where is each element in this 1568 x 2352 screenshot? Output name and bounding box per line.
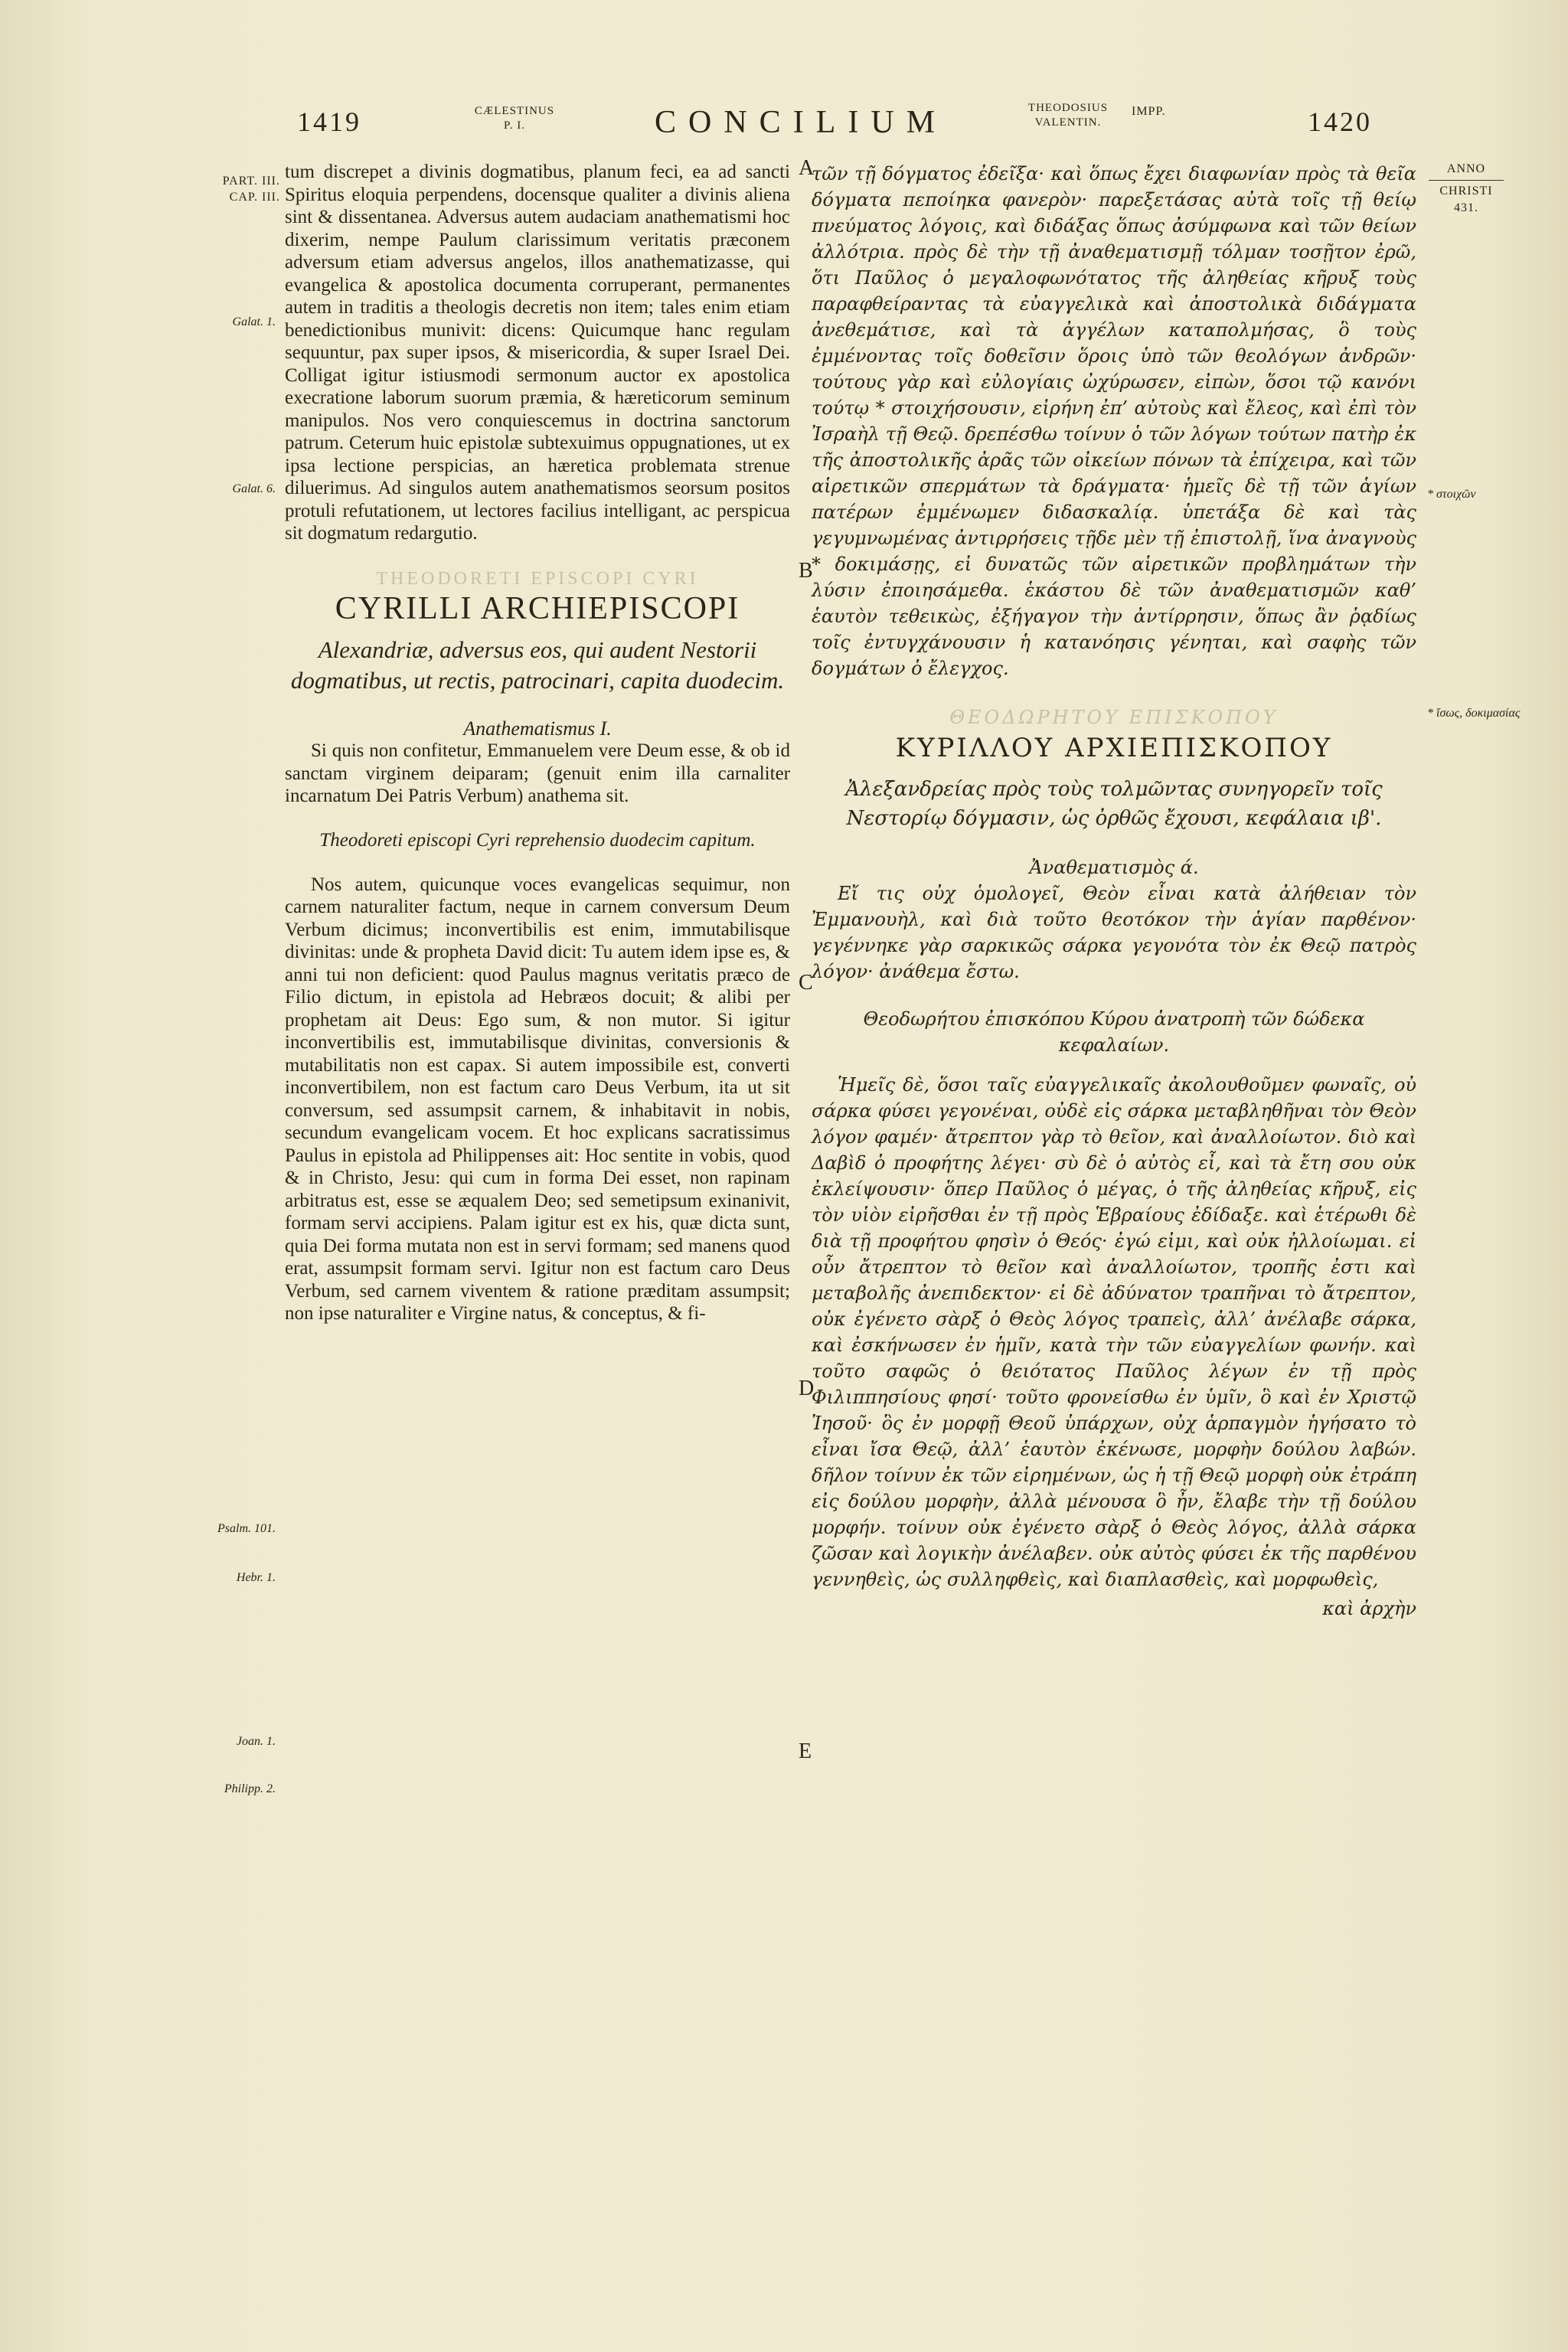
greek-column (812, 161, 1416, 1622)
greek-anathematismos-title: Ἀναθεματισμὸς ά. (1029, 857, 1199, 878)
greek-anathematismos-text: Εἴ τις οὐχ ὁμολογεῖ, Θεὸν εἶναι κατὰ ἀλήθειαν τὸν Ἐμμανουὴλ, καὶ διὰ τοῦτο θεοτόκον τὴν ἁγίαν παρθένον· γεγέννηκε γὰρ σαρκικῶς σάρκα γεγονότα τὸν ἐκ Θεῷ πατρὸς λόγον· ἀνάθεμα ἔστω. (812, 883, 1416, 982)
running-head-emperors (1011, 101, 1125, 130)
greek-subtitle: Ἀλεξανδρείας πρὸς τοὺς τολμῶντας συνηγορεῖν τοῖς Νεστορίῳ δόγμασιν, ὡς ὀρθῶς ἔχουσι, κεφάλαια ιβ'. (845, 778, 1383, 830)
latin-theodoret-title: Theodoreti episcopi Cyri reprehensio duodecim capitum. (319, 829, 756, 851)
margin-part: PART. III. (222, 175, 280, 188)
latin-paragraph-2: Nos autem, quicunque voces evangelicas sequimur, non carnem naturaliter factum, neque in carnem conversum Deum Verbum dicimus; inconvertibilis est enim, immutabilisque divinitas: unde & propheta David dicit: Tu autem idem ipse es, & anni tui non deficient: quod Paulus magnus veritatis præco de Filio dictum, in epistola ad Hebræos docuit; & alibi per prophetam ait Deus: Ego sum, & non mutor. Si igitur inconvertibilis est, immutabilisque divinitas, conversionis & mutabilitatis non est capax. Si autem impossibile est, converti inconvertibilem, non est factum caro Deus Verbum, ita ut sit conversum, sed assumpsit carnem, & inhabitavit in nobis, secundum evangelicam vocem. Et hoc explicans sacratissimus Paulus in epistola ad Philippenses ait: Hoc sentite in vobis, quod & in Christo, Jesu: qui cum in forma Dei esset, non rapinam arbitratus est, esse se æqualem Deo; sed semetipsum exinanivit, formam servi accipiens. Palam igitur est ex his, quæ dicta sunt, quia Dei forma mutata non est in servi formam; sed manens quod erat, assumpsit formam servi. Igitur non est factum caro Deus Verbum, sed carnem viventem & ratione præditam assumpsit; non ipse naturaliter e Virgine natus, & conceptus, & fi- (285, 874, 790, 1324)
running-head-pope-name: CÆLESTINUS (474, 105, 555, 117)
running-head-emperor-1: THEODOSIUS (1027, 102, 1109, 114)
margin-ref-joan: Joan. 1. (236, 1735, 276, 1748)
anno-year: 431. (1454, 201, 1478, 214)
running-head-pope (438, 104, 591, 133)
margin-cap: CAP. III. (229, 191, 280, 204)
page-number-right: 1420 (1308, 106, 1372, 137)
greek-paragraph-2: Ἡμεῖς δὲ, ὅσοι ταῖς εὐαγγελικαῖς ἀκολουθοῦμεν φωναῖς, οὐ σάρκα φύσει γεγονέναι, οὐδὲ εἰς σάρκα μεταβληθῆναι τὸν Θεὸν λόγον φαμέν· ἄτρεπτον γὰρ τὸ θεῖον, καὶ ἀναλλοίωτον. διὸ καὶ Δαβὶδ ὁ προφήτης λέγει· σὺ δὲ ὁ αὐτὸς εἶ, καὶ τὰ ἔτη σου οὐκ ἐκλείψουσιν· ὅπερ Παῦλος ὁ μέγας, ὁ τῆς ἀληθείας κῆρυξ, εἰς τὸν υἱὸν εἰρῆσθαι ἐν τῇ πρὸς Ἑβραίους ἐδίδαξε. καὶ ἑτέρωθι δὲ διὰ τῇ προφήτου φησὶν ὁ Θεός· ἐγώ εἰμι, καὶ οὐκ ἠλλοίωμαι. εἰ οὖν ἄτρεπτον τὸ θεῖον καὶ ἀναλλοίωτον, τροπῆς ἐστι καὶ μεταβολῆς ἀνεπιδεκτον· εἰ δὲ ἀδύνατον τραπῆναι τὸ ἄτρεπτον, οὐκ ἐγένετο σὰρξ ὁ Θεὸς λόγος τραπεὶς, ἀλλ’ ἀνέλαβε σάρκα, καὶ ἐσκήνωσεν ἐν ἡμῖν, κατὰ τὴν τῶν εὐαγγελίων φωνήν. καὶ τοῦτο σαφῶς ὁ θειότατος Παῦλος λέγων ἐν τῇ πρὸς Φιλιππησίους φησί· τοῦτο φρονείσθω ἐν ὑμῖν, ὃ καὶ ἐν Χριστῷ Ἰησοῦ· ὃς ἐν μορφῇ Θεοῦ ὑπάρχων, οὐχ ἁρπαγμὸν ἡγήσατο τὸ εἶναι ἴσα Θεῷ, ἀλλ’ ἑαυτὸν ἐκένωσε, μορφὴν δούλου λαβών. δῆλον τοίνυν ἐκ τῶν εἰρημένων, ὡς ἡ τῇ Θεῷ μορφὴ οὐκ ἐτράπη εἰς δούλου μορφὴν, ἀλλὰ μένουσα ὃ ἦν, ἔλαβε τὴν τῇ δούλου μορφήν. τοίνυν οὐκ ἐγένετο σὰρξ ὁ Θεὸς λόγος, ἀλλὰ σάρκα ζῶσαν καὶ λογικὴν ἀνέλαβεν. οὐκ αὐτὸς φύσει ἐκ τῆς παρθένου γεννηθεὶς, ὡς συλληφθεὶς, καὶ διαπλασθεὶς, καὶ μορφωθεὶς, (812, 1074, 1416, 1590)
latin-subtitle: Alexandriæ, adversus eos, qui audent Nestorii dogmatibus, ut rectis, patrocinari, capita duodecim. (290, 635, 785, 694)
page-number-left: 1419 (297, 106, 361, 137)
latin-anathematismus-text: Si quis non confitetur, Emmanuelem vere Deum esse, & ob id sanctam virginem deiparam; (genuit enim illa carnaliter incarnatum Dei Patris Verbum) anathema sit. (285, 740, 790, 806)
anno-rule (1429, 180, 1504, 181)
running-head-emperor-2: VALENTIN. (1034, 116, 1102, 129)
section-letter-b: B (799, 559, 813, 583)
margin-ref-philipp: Philipp. 2. (224, 1782, 276, 1795)
running-head-title: CONCILIUM (655, 105, 947, 140)
latin-paragraph-1: tum discrepet a divinis dogmatibus, planum feci, ea ad sancti Spiritus eloquia perpendens, docensque qualiter a divinis aliena sint & dissentanea. Adversus autem audaciam anathematismi hoc dixerim, nempe Paulum clarissimum veritatis præconem adversum etiam adversus angelos, illos anathematizasse, qui evangelica & apostolica documenta corruperant, permanentes autem in traditis a theologis decretis non item; tales enim etiam benedictionibus munivit: dicens: Quicumque hanc regulam sequuntur, pax super ipsos, & misericordia, & super Israel Dei. Colligat igitur istiusmodi sermonum auctor ex apostolica execratione laborum suorum præmia, & hæreticorum seminum manipulos. Nos vero conquiescemus in doctrina sanctorum patrum. Ceterum huic epistolæ subtexuimus oppugnationes, ut ex ipsa lectione perspicias, an hæretica problemata strenue diluerimus. Ad singulos autem anathematismos seorsum positos protuli refutationem, ut lectores facilius intelligant, ac perspicua sit dogmatum redargutio. (285, 162, 790, 544)
section-letter-e: E (799, 1740, 812, 1763)
margin-ref-psalm: Psalm. 101. (217, 1522, 276, 1535)
margin-ref-hebr: Hebr. 1. (236, 1571, 276, 1584)
running-head (0, 98, 1568, 159)
latin-anathematismus-title: Anathematismus I. (463, 717, 612, 740)
running-head-pope-number: P. I. (504, 119, 525, 132)
greek-ghost-heading: ΘΕΟΔΩΡΗΤΟΥ ΕΠΙΣΚΟΠΟΥ (949, 707, 1279, 728)
latin-ghost-heading: THEODORETI EPISCOPI CYRI (376, 568, 699, 589)
section-letter-c: C (799, 971, 813, 995)
margin-ref-galat-6: Galat. 6. (232, 482, 276, 495)
margin-part-cap (181, 173, 280, 205)
section-letter-d: D (799, 1377, 815, 1400)
margin-anno (1424, 161, 1508, 217)
margin-ref-galat-1: Galat. 1. (232, 315, 276, 328)
anno-label: ANNO (1446, 162, 1486, 175)
anno-christi: CHRISTI (1439, 185, 1493, 198)
greek-heading: ΚΥΡΙΛΛΟΥ ΑΡΧΙΕΠΙΣΚΟΠΟΥ (895, 733, 1333, 763)
running-head-impp: IMPP. (1132, 105, 1166, 118)
margin-note-stoichon: * στοιχῶν (1427, 488, 1476, 501)
margin-note-dokimasias: * ἴσως, δοκιμασίας (1427, 707, 1521, 720)
greek-catchword: καὶ ἀρχὴν (1322, 1598, 1416, 1619)
greek-paragraph-1: τῶν τῇ δόγματος ἐδεῖξα· καὶ ὅπως ἔχει διαφωνίαν πρὸς τὰ θεῖα δόγματα πεποίηκα φανερὸν· παρεξετάσας αὐτὰ τοῖς τῇ θείῳ πνεύματος λόγοις, καὶ διδάξας ὅπως ἀσύμφωνα καὶ τῶν θείων ἀλλότρια. πρὸς δὲ τὴν τῇ ἀναθεματισμῇ τόλμαν τοσῇτον ἐρῶ, ὅτι Παῦλος ὁ μεγαλοφωνότατος τῆς ἀληθείας κῆρυξ τοὺς παραφθείραντας τὰ εὐαγγελικὰ καὶ ἀποστολικὰ διδάγματα ἀνεθεμάτισε, καὶ τὰ ἀγγέλων καταπολμήσας, ὃ τοὺς ἐμμένοντας τοῖς δοθεῖσιν ὅροις ὑπὸ τῶν θεολόγων ἀνδρῶν· τούτους γὰρ καὶ εὐλογίαις ὠχύρωσεν, εἰπὼν, ὅσοι τῷ κανόνι τούτῳ * στοιχήσουσιν, εἰρήνη ἐπ’ αὐτοὺς καὶ ἔλεος, καὶ ἐπὶ τὸν Ἰσραὴλ τῇ Θεῷ. δρεπέσθω τοίνυν ὁ τῶν λόγων τούτων πατὴρ ἐκ τῆς ἀποστολικῆς ἀρᾶς τῶν οἰκείων πόνων τὰ ἐπίχειρα, καὶ τῶν αἱρετικῶν σπερμάτων τὰ δράγματα· ἡμεῖς δὲ τῇ τῶν ἁγίων πατέρων ἐμμένωμεν διδασκαλίᾳ. ὑπετάξα δὲ καὶ τὰς γεγυμνωμένας ἀντιρρήσεις τῇδε μὲν τῇ ἐπιστολῇ, ἵνα ἀναγνοὺς * δοκιμάσῃς, εἰ δυνατῶς τῶν αἱρετικῶν προβλημάτων τὴν λύσιν ἐποιησάμεθα. ἑκάστου δὲ τῶν ἀναθεματισμῶν καθ’ ἑαυτὸν τεθεικὼς, ἐξήγαγον τὴν ἀντίρρησιν, ὅπως ἂν ῥᾳδίως τοῖς ἐντυγχάνουσιν ἡ κατανόησις γένηται, καὶ σαφὴς τῶν δογμάτων ὁ ἔλεγχος. (812, 163, 1416, 679)
latin-column (285, 161, 790, 1325)
greek-theodoret-title: Θεοδωρήτου ἐπισκόπου Κύρου ἀνατροπὴ τῶν δώδεκα κεφαλαίων. (863, 1008, 1365, 1056)
latin-heading: CYRILLI ARCHIEPISCOPI (335, 591, 740, 626)
section-letter-a: A (799, 156, 815, 180)
